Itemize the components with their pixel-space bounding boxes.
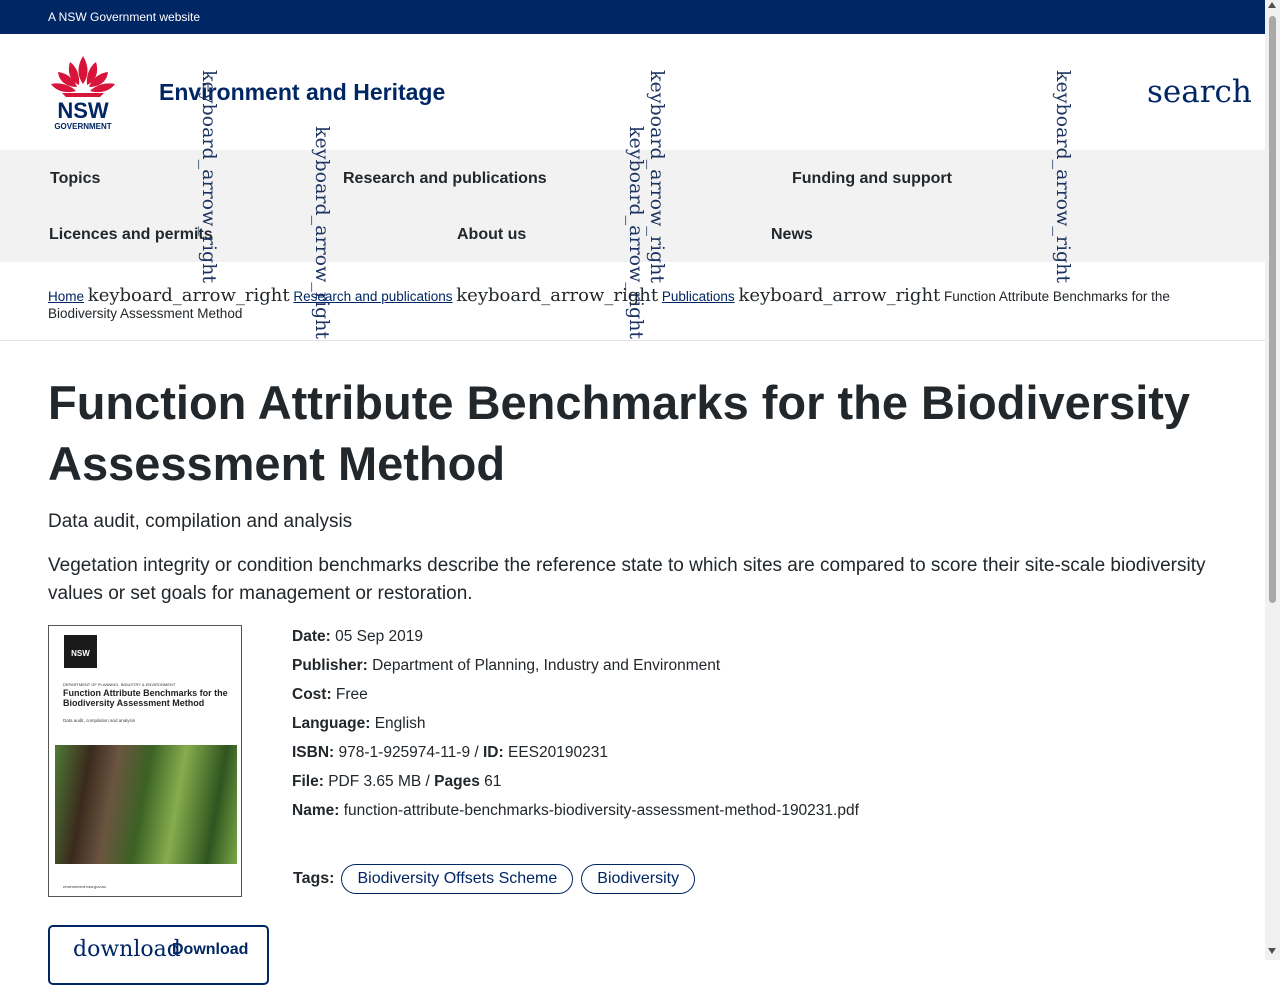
breadcrumb <box>48 287 1218 322</box>
cover-department: DEPARTMENT OF PLANNING, INDUSTRY & ENVIRONMENT <box>63 682 176 687</box>
tags-list <box>293 864 703 894</box>
nav-item-about-us[interactable]: About us <box>457 226 527 243</box>
chevron-right-icon: keyboard_arrow_right <box>456 285 659 306</box>
meta-file-label: File: <box>292 773 324 790</box>
meta-date <box>292 626 859 655</box>
download-label: Download <box>172 941 249 958</box>
logo-nsw-text: NSW <box>57 98 109 123</box>
masthead-text: A NSW Government website <box>48 10 201 24</box>
breadcrumb-home[interactable]: Home <box>48 289 85 304</box>
publication-details <box>292 626 859 829</box>
meta-isbn-value: 978-1-925974-11-9 <box>338 744 471 761</box>
meta-date-label: Date: <box>292 628 331 645</box>
page-intro: Vegetation integrity or condition benchmarks describe the reference state to which sites are compared to score their site-scale biodiversity values or set goals for management or restoration. <box>48 555 1206 604</box>
search-icon[interactable]: search <box>1147 74 1252 110</box>
breadcrumb-publications[interactable]: Publications <box>661 289 735 304</box>
meta-id-label: ID: <box>483 744 504 761</box>
meta-cost-value: Free <box>335 686 368 703</box>
nav-item-research-and-publications[interactable]: Research and publications <box>343 170 547 187</box>
page-subtitle: Data audit, compilation and analysis <box>48 511 353 532</box>
scroll-down-icon[interactable] <box>1268 948 1276 954</box>
cover-nsw-logo: NSW <box>64 635 97 668</box>
meta-file-value: PDF 3.65 MB <box>328 773 422 790</box>
tags-label: Tags: <box>293 870 335 887</box>
arrow-right-icon: keyboard_arrow_right <box>1052 70 1074 284</box>
meta-id-value: EES20190231 <box>507 744 608 761</box>
chevron-right-icon: keyboard_arrow_right <box>738 285 941 306</box>
meta-date-value: 05 Sep 2019 <box>335 628 423 645</box>
chevron-right-icon: keyboard_arrow_right <box>87 285 290 306</box>
meta-publisher-label: Publisher: <box>292 657 368 674</box>
logo-government-text: GOVERNMENT <box>54 122 112 131</box>
meta-cost-label: Cost: <box>292 686 332 703</box>
meta-language-label: Language: <box>292 715 371 732</box>
cover-subtitle: Data audit, compilation and analysis <box>63 718 136 723</box>
arrow-right-icon: keyboard_arrow_right <box>625 126 647 340</box>
nav-item-funding-and-support[interactable]: Funding and support <box>792 170 952 187</box>
download-button[interactable] <box>48 925 269 985</box>
scrollbar-thumb[interactable] <box>1269 16 1276 603</box>
meta-publisher <box>292 655 859 684</box>
tag-biodiversity-offsets-scheme[interactable]: Biodiversity Offsets Scheme <box>341 864 573 894</box>
tag-biodiversity[interactable]: Biodiversity <box>581 864 695 894</box>
nsw-waratah-logo[interactable] <box>48 54 118 134</box>
government-masthead <box>0 0 1265 34</box>
meta-isbn <box>292 742 859 771</box>
meta-isbn-label: ISBN: <box>292 744 335 761</box>
meta-file <box>292 771 859 800</box>
nav-item-topics[interactable]: Topics <box>50 170 101 187</box>
meta-pages-label: Pages <box>434 773 480 790</box>
meta-pages-value: 61 <box>484 773 502 790</box>
meta-name-label: Name: <box>292 802 340 819</box>
divider <box>0 340 1265 341</box>
publication-cover-image[interactable] <box>48 625 242 897</box>
meta-name-value: function-attribute-benchmarks-biodiversity-assessment-method-190231.pdf <box>343 802 859 819</box>
site-title[interactable]: Environment and Heritage <box>159 79 446 105</box>
page-title: Function Attribute Benchmarks for the Biodiversity Assessment Method <box>48 376 1191 490</box>
meta-language <box>292 713 859 742</box>
nav-item-licences-and-permits[interactable]: Licences and permits <box>49 226 213 243</box>
meta-separator: / <box>470 744 483 761</box>
cover-footer: environment.nsw.gov.au <box>63 884 106 889</box>
meta-name <box>292 800 859 829</box>
breadcrumb-current: Function Attribute Benchmarks for the Biodiversity Assessment Method <box>48 289 1170 321</box>
nav-item-news[interactable]: News <box>771 226 813 243</box>
arrow-right-icon: keyboard_arrow_right <box>646 70 668 284</box>
scroll-up-icon[interactable] <box>1268 2 1276 8</box>
vertical-scrollbar[interactable] <box>1265 0 1280 960</box>
breadcrumb-research-and-publications[interactable]: Research and publications <box>293 289 453 304</box>
download-icon: download <box>73 937 181 962</box>
meta-cost <box>292 684 859 713</box>
meta-publisher-value: Department of Planning, Industry and Environment <box>372 657 721 674</box>
cover-forest-photo <box>55 745 237 864</box>
meta-language-value: English <box>374 715 426 732</box>
arrow-right-icon: keyboard_arrow_right <box>311 126 333 340</box>
arrow-right-icon: keyboard_arrow_right <box>198 70 220 284</box>
meta-separator: / <box>421 773 435 790</box>
cover-title: Function Attribute Benchmarks for the Biodiversity Assessment Method <box>63 688 228 708</box>
